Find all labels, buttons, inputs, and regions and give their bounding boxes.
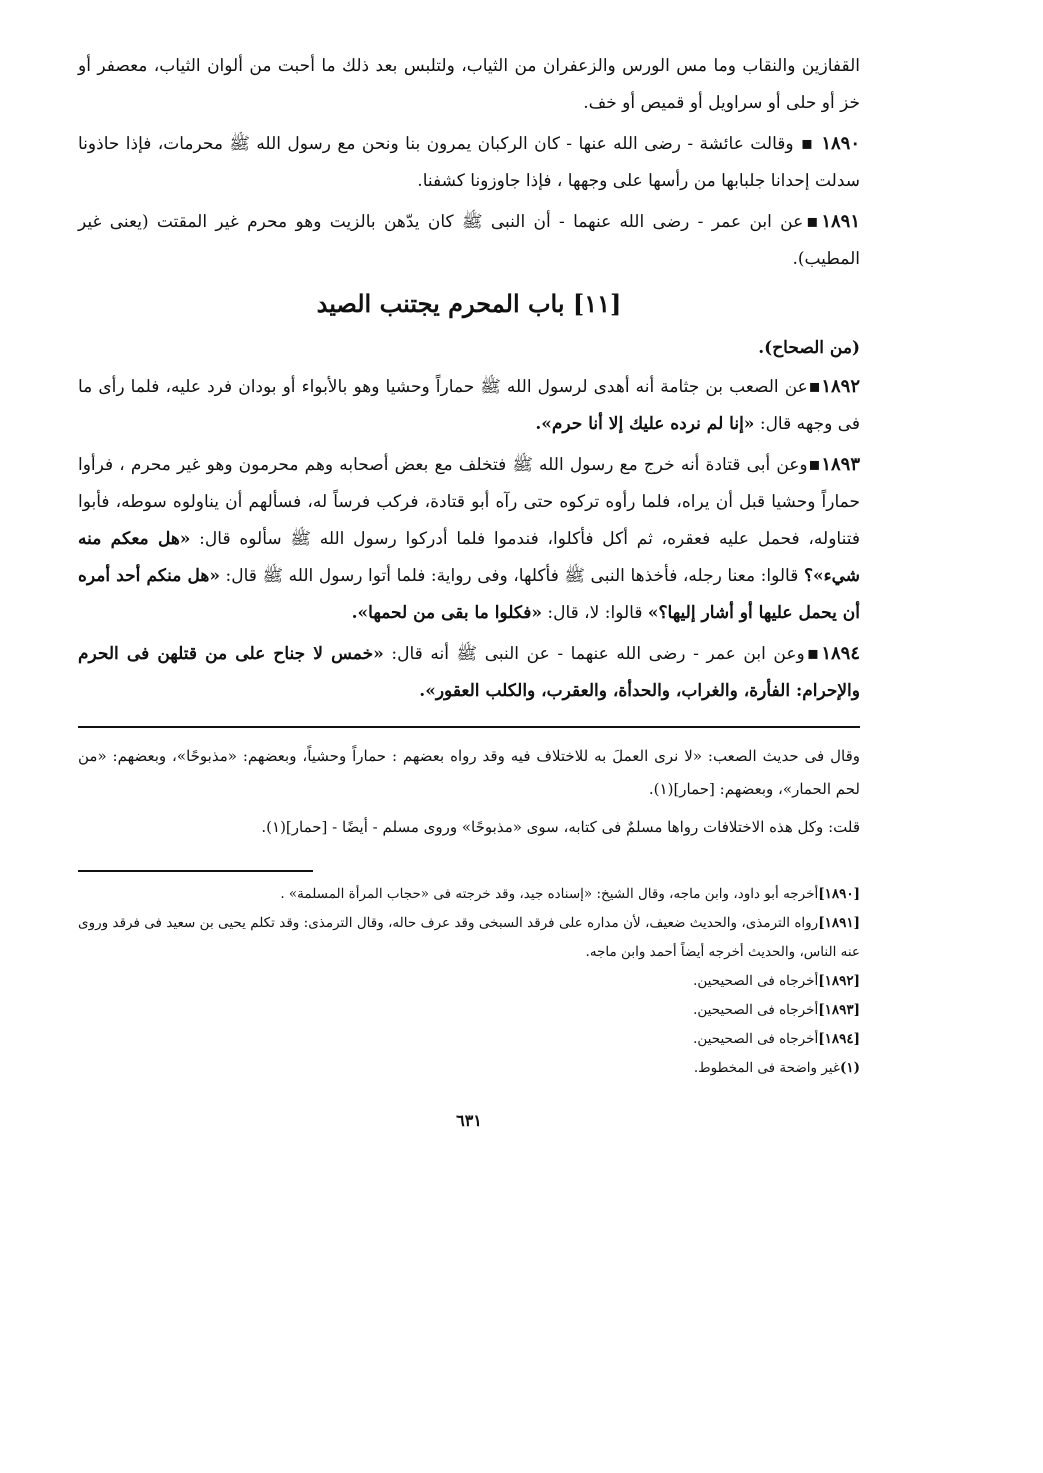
commentary-paragraph: وقال فى حديث الصعب: «لا نرى العملَ به للاختلاف فيه وقد رواه بعضهم : حماراً وحشياً، وبعضهم: «مذبوحًا»، وبعضهم: «من لحم الحمار»، وبعضهم: [حمار](١). [78,747,860,798]
prophet-quote: «خمس لا جناح على من قتلهن فى الحرم والإحرام: الفأرة، والغراب، والحدأة، والعقرب، والكلب العقور». [78,644,860,701]
footnote-text: أخرجاه فى الصحيحين. [693,973,819,989]
hadith-1894: ١٨٩٤▪وعن ابن عمر - رضى الله عنهما - عن النبى ﷺ أنه قال: «خمس لا جناح على من قتلهن فى الحرم والإحرام: الفأرة، والغراب، والحدأة، والعقرب، والكلب العقور». [78,643,861,701]
footnote-ref: [١٨٩٤] [818,1031,860,1047]
hadith-text: وعن أبى قتادة أنه خرج مع رسول الله ﷺ فتخلف مع بعض أصحابه وهم محرمون وهو غير محرم ، فرأوا حماراً وحشيا قبل أن يراه، فلما رأوه تركوه حتى رآه أبو قتادة، فركب فرساً له، فسألهم أن يناولوه سوطه، فأبوا فتناوله، فحمل عليه فعقره، ثم أكل فأكلوا، فندموا فلما أدركوا رسول الله ﷺ سألوه قال: [78,455,860,549]
source-note: (من الصحاح). [758,338,860,358]
hadith-number: ١٨٩٤ [821,643,861,664]
footnote-text: غير واضحة فى المخطوط. [693,1060,840,1076]
prophet-quote: «هل منكم أحد أمره أن يحمل عليها أو أشار إليها؟» [78,566,860,623]
prophet-quote: «هل معكم منه شيء»؟ [78,529,860,586]
section-divider [78,726,860,728]
footnote-text: أخرجاه فى الصحيحين. [693,1002,819,1018]
hadith-1893: ١٨٩٣▪وعن أبى قتادة أنه خرج مع رسول الله ﷺ فتخلف مع بعض أصحابه وهم محرمون وهو غير محرم ، فرأوا حماراً وحشيا قبل أن يراه، فلما رأوه تركوه حتى رآه أبو قتادة، فركب فرساً له، فسألهم أن يناولوه سوطه، فأبوا فتناوله، فحمل عليه فعقره، ثم أكل فأكلوا، فندموا فلما أدركوا رسول الله ﷺ سألوه قال: «هل معكم منه شيء»؟ قالوا: معنا رجله، فأخذها النبى ﷺ فأكلها، وفى رواية: فلما أتوا رسول الله ﷺ قال: «هل منكم أحد أمره أن يحمل عليها أو أشار إليها؟» قالوا: لا، قال: «فكلوا ما بقى من لحمها». [78,454,860,623]
hadith-text: عن ابن عمر - رضى الله عنهما - أن النبى ﷺ كان يدّهن بالزيت وهو محرم غير المقتت (يعنى غير المطيب). [78,212,860,269]
page-number: ٦٣١ [456,1111,482,1130]
prophet-quote: «إنا لم نرده عليك إلا أنا حرم». [535,414,755,434]
footnote [78,996,860,1025]
footnote [78,967,860,996]
footnote-divider [78,870,313,872]
footnote [78,909,860,967]
chapter-title: [١١] باب المحرم يجتنب الصيد [316,289,622,318]
footnote-ref: [١٨٩٢] [818,973,860,989]
footnote-ref: [١٨٩١] [818,915,860,931]
hadith-number: ١٨٩٠ [821,133,860,154]
hadith-number: ١٨٩١ [821,211,860,232]
page-content [78,48,860,1130]
hadith-text: وقالت عائشة - رضى الله عنها - كان الركبان يمرون بنا ونحن مع رسول الله ﷺ محرمات، فإذا حاذونا سدلت إحدانا جلبابها من رأسها على وجهها ، فإذا جاوزونا كشفنا. [78,134,860,191]
commentary-paragraph: قلت: وكل هذه الاختلافات رواها مسلمٌ فى كتابه، سوى «مذبوحًا» وروى مسلم - أيضًا - [حمار](١). [261,818,860,836]
hadith-text: وعن ابن عمر - رضى الله عنهما - عن النبى ﷺ أنه قال: [383,644,805,664]
footnote [78,880,860,909]
footnote-ref: [١٨٩٠] [818,886,860,902]
footnote-ref: [١٨٩٣] [818,1002,860,1018]
footnote [78,1054,860,1083]
footnote-text: أخرجه أبو داود، وابن ماجه، وقال الشيخ: «إسناده جيد، وقد خرجته فى «حجاب المرأة المسلمة» . [280,886,819,902]
hadith-number: ١٨٩٣ [821,454,860,475]
footnote-ref: (١) [839,1060,860,1076]
footnote-text: أخرجاه فى الصحيحين. [693,1031,819,1047]
hadith-text: عن الصعب بن جثامة أنه أهدى لرسول الله ﷺ حماراً وحشيا وهو بالأبواء أو بودان فرد عليه، فلما رأى ما فى وجهه قال: [78,377,860,434]
paragraph-continuation: القفازين والنقاب وما مس الورس والزعفران من الثياب، ولتلبس بعد ذلك ما أحبت من ألوان الثياب، معصفر أو خز أو حلى أو سراويل أو قميص أو خف. [78,56,860,113]
hadith-text: قالوا: معنا رجله، فأخذها النبى ﷺ فأكلها، وفى رواية: فلما أتوا رسول الله ﷺ قال: [219,566,804,586]
footnote [78,1025,860,1054]
hadith-1892: ١٨٩٢▪عن الصعب بن جثامة أنه أهدى لرسول الله ﷺ حماراً وحشيا وهو بالأبواء أو بودان فرد عليه، فلما رأى ما فى وجهه قال: «إنا لم نرده عليك إلا أنا حرم». [78,376,860,434]
hadith-1891: ١٨٩١▪عن ابن عمر - رضى الله عنهما - أن النبى ﷺ كان يدّهن بالزيت وهو محرم غير المقتت (يعنى غير المطيب). [78,211,860,269]
prophet-quote: «فكلوا ما بقى من لحمها». [351,603,542,623]
footnotes [78,880,860,1083]
hadith-number: ١٨٩٢ [821,376,860,397]
footnote-text: رواه الترمذى، والحديث ضعيف، لأن مداره على فرقد السبخى وقد عرف حاله، وقال الترمذى: وقد تكلم يحيى بن سعيد فى فرقد وروى عنه الناس، والحديث أخرجه أيضاً أحمد وابن ماجه. [78,915,860,960]
hadith-1890: ١٨٩٠ ▪ وقالت عائشة - رضى الله عنها - كان الركبان يمرون بنا ونحن مع رسول الله ﷺ محرمات، فإذا حاذونا سدلت إحدانا جلبابها من رأسها على وجهها ، فإذا جاوزونا كشفنا. [78,133,860,191]
hadith-text: قالوا: لا، قال: [541,603,648,623]
